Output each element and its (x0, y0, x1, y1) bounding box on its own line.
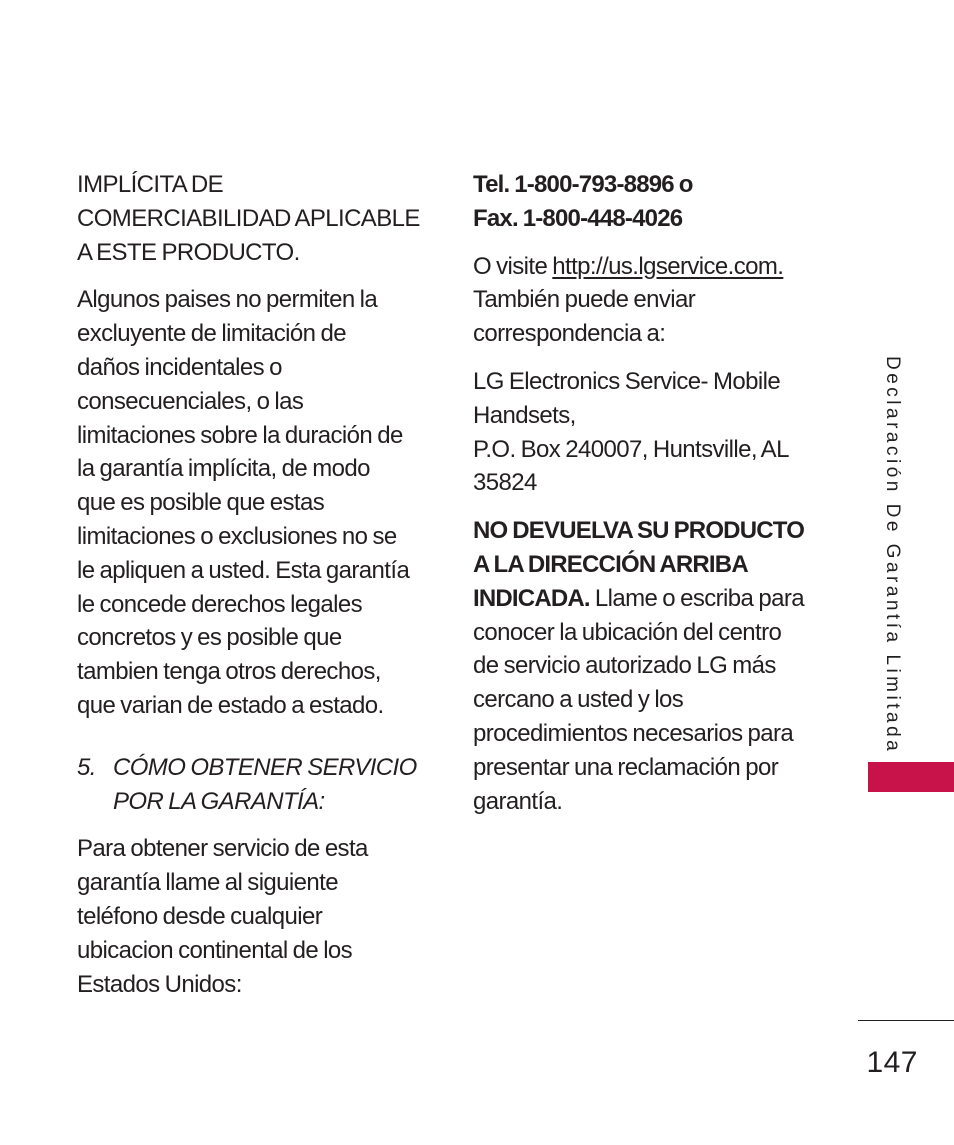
address-line: P.O. Box 240007, Huntsville, AL (473, 435, 789, 463)
fax-line: Fax. 1-800-448-4026 (473, 204, 683, 232)
section-heading-text (113, 751, 427, 819)
phone-fax-block (473, 168, 823, 236)
section-side-title: Declaración De Garantía Limitada (882, 356, 903, 755)
obtain-service-paragraph (77, 832, 427, 1001)
text-line: limitaciones o exclusiones no se (77, 522, 397, 550)
text-line: que es posible que estas (77, 489, 325, 517)
text-line: le concede derechos legales (77, 590, 363, 618)
address-line: Handsets, (473, 401, 576, 429)
notice-continuation: Llame o escriba para (589, 584, 804, 612)
implied-merchantability-paragraph (77, 168, 427, 269)
website-paragraph (473, 250, 823, 351)
text-line: daños incidentales o (77, 353, 282, 381)
right-column (473, 168, 823, 832)
text-line: teléfono desde cualquier (77, 902, 323, 930)
phone-line: Tel. 1-800-793-8896 o (473, 171, 693, 198)
text-line: excluyente de limitación de (77, 320, 346, 348)
service-website-link[interactable]: http://us.lgservice.com. (552, 252, 784, 280)
left-column (77, 168, 427, 1015)
text-line: garantía llame al siguiente (77, 869, 338, 897)
section-heading (77, 751, 427, 819)
text-line: Algunos paises no permiten la (77, 286, 378, 314)
footer-divider (858, 1020, 954, 1021)
mailing-address (473, 365, 823, 500)
heading-line: POR LA GARANTÍA: (113, 787, 325, 815)
text-line: IMPLÍCITA DE (77, 171, 224, 198)
page-number: 147 (866, 1046, 918, 1079)
text-line: procedimientos necesarios para (473, 719, 794, 747)
text-line: A ESTE PRODUCTO. (77, 238, 300, 266)
text-line: También puede enviar (473, 286, 696, 314)
visit-prefix: O visite (473, 252, 553, 280)
address-line: LG Electronics Service- Mobile (473, 367, 781, 395)
text-line: ubicacion continental de los (77, 936, 353, 964)
text-line (473, 582, 823, 616)
heading-line: CÓMO OBTENER SERVICIO (113, 753, 417, 781)
notice-bold-line: NO DEVUELVA SU PRODUCTO (473, 517, 805, 545)
state-rights-paragraph (77, 283, 427, 722)
text-line: limitaciones sobre la duración de (77, 421, 403, 449)
text-line: Estados Unidos: (77, 970, 242, 998)
text-line: tambien tenga otros derechos, (77, 658, 381, 686)
text-line: garantía. (473, 787, 563, 815)
text-line: conocer la ubicación del centro (473, 618, 782, 646)
section-number: 5. (77, 753, 96, 781)
text-line: consecuenciales, o las (77, 387, 304, 415)
text-line: concretos y es posible que (77, 624, 342, 652)
text-line: que varian de estado a estado. (77, 691, 384, 719)
text-line: le apliquen a usted. Esta garantía (77, 556, 410, 584)
do-not-return-notice (473, 514, 823, 818)
text-line: de servicio autorizado LG más (473, 652, 776, 680)
text-line (473, 250, 823, 284)
notice-bold-line: A LA DIRECCIÓN ARRIBA (473, 550, 748, 578)
text-line: correspondencia a: (473, 320, 666, 348)
notice-bold-word: INDICADA. (473, 584, 590, 612)
address-line: 35824 (473, 469, 537, 497)
text-line: la garantía implícita, de modo (77, 455, 370, 483)
text-line: COMERCIABILIDAD APLICABLE (77, 204, 420, 232)
section-tab-marker (868, 762, 954, 792)
text-line: cercano a usted y los (473, 686, 684, 714)
text-line: presentar una reclamación por (473, 753, 779, 781)
text-line: Para obtener servicio de esta (77, 835, 368, 863)
